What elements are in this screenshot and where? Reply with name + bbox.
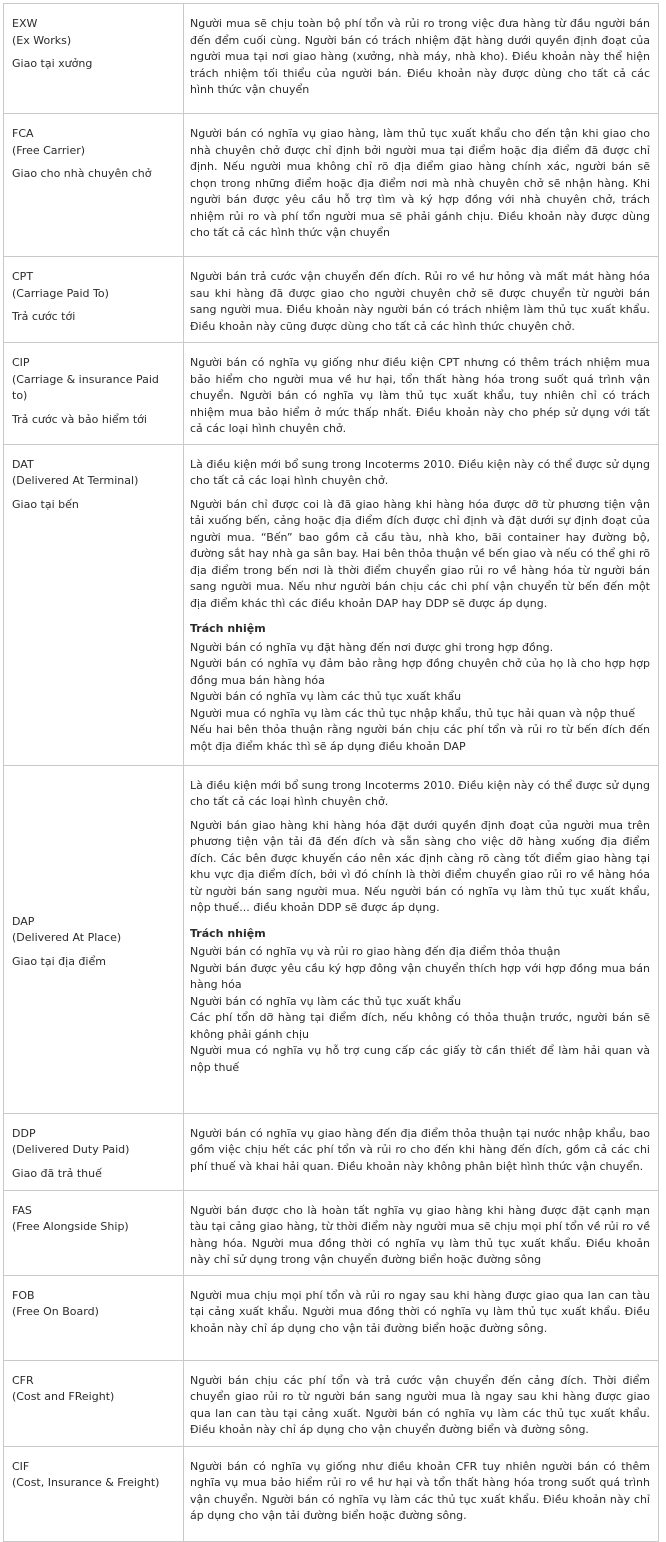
incoterm-row-cip [4, 343, 659, 445]
responsibility-item: Người bán có nghĩa vụ đảm bảo rằng hợp đồng chuyên chở của họ là cho hợp hợp đồng mua bán hàng hóa [190, 657, 650, 687]
term-cell [4, 114, 184, 257]
term-english-name: (Free On Board) [12, 1305, 99, 1318]
term-cell [4, 1190, 184, 1275]
responsibilities-heading: Trách nhiệm [190, 926, 266, 940]
term-english-name: (Cost, Insurance & Freight) [12, 1476, 160, 1489]
incoterm-row-ddp [4, 1113, 659, 1190]
incoterm-row-fca [4, 114, 659, 257]
description-paragraph: Là điều kiện mới bổ sung trong Incoterms 2010. Điều kiện này có thể được sử dụng cho tất cả các loại hình chuyên chở. [190, 778, 650, 808]
term-english-name: (Delivered Duty Paid) [12, 1143, 130, 1156]
term-english-name: (Carriage & insurance Paid to) [12, 372, 159, 402]
description-paragraph: Người bán có nghĩa vụ giống như điều kiện CPT nhưng có thêm trách nhiệm mua bảo hiểm cho người mua về hư hại, tổn thất hàng hóa trong suốt quá trình vận chuyển. Người bán có nghĩa vụ làm thủ tục xuất khẩu, tuy nhiên chỉ có trách nhiệm mua bảo hiểm ở mức thấp nhất. Điều khoản này cho phép sử dụng với tất cả các loại hình chuyên chở. [190, 356, 650, 435]
term-cell [4, 1275, 184, 1360]
incoterm-row-cfr [4, 1360, 659, 1446]
description-cell [184, 444, 659, 765]
description-cell [184, 343, 659, 445]
term-code: DDP [12, 1126, 36, 1140]
term-vietnamese-name: Giao tại địa điểm [12, 954, 106, 968]
term-vietnamese-name: Giao tại bến [12, 497, 79, 511]
term-code: CFR [12, 1373, 34, 1387]
term-english-name: (Free Alongside Ship) [12, 1220, 129, 1233]
description-cell [184, 765, 659, 1113]
description-cell [184, 1113, 659, 1190]
term-cell [4, 4, 184, 114]
term-code: DAP [12, 914, 35, 928]
incoterm-row-cif [4, 1446, 659, 1541]
term-cell [4, 1446, 184, 1541]
incoterm-row-dap [4, 765, 659, 1113]
term-code: CIF [12, 1459, 30, 1473]
description-paragraph: Người bán có nghĩa vụ giao hàng đến địa điểm thỏa thuận tại nước nhập khẩu, bao gồm việc chịu hết các phí tổn và rủi ro cho đến khi hàng đến đích, gồm cả các chi phí thuế và khai hải quan. Điều khoản này không phân biệt hình thức vận chuyển. [190, 1126, 650, 1173]
term-code: CIP [12, 356, 30, 369]
description-paragraph: Người bán chịu các phí tổn và trả cước vận chuyển đến cảng đích. Thời điểm chuyển giao rủi ro từ người bán sang người mua là ngay sau khi hàng được giao qua lan can tàu tại cảng xuất. Người bán có nghĩa vụ làm các thủ tục xuất khẩu. Điều khoản này chỉ áp dụng cho vận chuyển đường biển và đường sông. [190, 1373, 650, 1436]
responsibility-item: Các phí tổn dỡ hàng tại điểm đích, nếu không có thỏa thuận trước, người bán sẽ không phải gánh chịu [190, 1011, 650, 1041]
description-cell [184, 1360, 659, 1446]
responsibility-item: Người mua có nghĩa vụ làm các thủ tục nhập khẩu, thủ tục hải quan và nộp thuế [190, 706, 635, 720]
term-english-name: (Cost and FReight) [12, 1390, 115, 1403]
incoterm-row-exw [4, 4, 659, 114]
term-cell [4, 444, 184, 765]
term-cell [4, 1113, 184, 1190]
incoterm-row-fob [4, 1275, 659, 1360]
term-code: EXW [12, 17, 38, 30]
term-code: CPT [12, 270, 34, 283]
description-cell [184, 4, 659, 114]
term-vietnamese-name: Giao đã trả thuế [12, 1166, 102, 1180]
responsibility-item: Người bán có nghĩa vụ làm các thủ tục xuất khẩu [190, 994, 462, 1008]
term-vietnamese-name: Trả cước và bảo hiểm tới [12, 412, 147, 426]
description-paragraph: Người bán chỉ được coi là đã giao hàng khi hàng hóa được dỡ từ phương tiện vận tải xuống bến, cảng hoặc địa điểm đích được chỉ định và đặt dưới sự định đoạt của người mua. “Bến” bao gồm cả cầu tàu, nhà kho, bãi container hay đường bộ, đường sắt hay nhà ga sân bay. Hai bên thỏa thuận về bến giao và nếu có thể ghi rõ địa điểm trong bến nơi là thời điểm chuyển giao rủi ro về hàng hóa từ người bán sang người mua. Nếu như người bán chịu các chi phí vận chuyển từ bến đến một địa điểm khác thì các điều khoản DAP hay DDP sẽ được áp dụng. [190, 497, 650, 610]
description-paragraph: Người bán có nghĩa vụ giống như điều khoản CFR tuy nhiên người bán có thêm nghĩa vụ mua bảo hiểm rủi ro về hư hại và tổn thất hàng hóa trong suốt quá trình vận chuyển. Người bán có nghĩa vụ làm các thủ tục xuất khẩu. Điều khoản này chỉ áp dụng cho vận tải đường biển hoặc đường sông. [190, 1459, 650, 1522]
description-paragraph: Người bán được cho là hoàn tất nghĩa vụ giao hàng khi hàng được đặt cạnh mạn tàu tại cảng giao hàng, từ thời điểm này người mua sẽ chịu mọi phí tổn về rủi ro về hàng hóa. Người mua đồng thời có nghĩa vụ làm thủ tục xuất khẩu. Điều khoản này chỉ sử dụng trong vận chuyển đường biển hoặc đường sông [190, 1203, 650, 1266]
description-paragraph: Người mua chịu mọi phí tổn và rủi ro ngay sau khi hàng được giao qua lan can tàu tại cảng xuất khẩu. Người mua đồng thời có nghĩa vụ làm thủ tục xuất khẩu. Điều khoản này chỉ áp dụng cho vận tải đường biển hoặc đường sông. [190, 1288, 650, 1335]
term-english-name: (Carriage Paid To) [12, 286, 109, 300]
description-cell [184, 257, 659, 343]
description-paragraph: Người bán giao hàng khi hàng hóa đặt dưới quyền định đoạt của người mua trên phương tiện vận tải đã đến đích và sẵn sàng cho việc dỡ hàng xuống địa điểm đích. Các bên được khuyến cáo nên xác định càng rõ càng tốt điểm giao hàng tại khu vực địa điểm đích, bởi vì đó chính là thời điểm chuyển giao rủi ro về hàng hóa từ người bán sang người mua. Nếu người bán có nghĩa vụ làm thủ tục xuất khẩu, nộp thuế... điều khoản DDP sẽ được áp dụng. [190, 818, 650, 914]
description-cell [184, 114, 659, 257]
term-vietnamese-name: Giao tại xưởng [12, 57, 93, 70]
description-paragraph: Là điều kiện mới bổ sung trong Incoterms 2010. Điều kiện này có thể được sử dụng cho tất cả các loại hình chuyên chở. [190, 457, 650, 487]
term-cell [4, 257, 184, 343]
term-cell [4, 343, 184, 445]
term-english-name: (Ex Works) [12, 33, 72, 47]
responsibility-item: Nếu hai bên thỏa thuận rằng người bán chịu các phí tổn và rủi ro từ bến đích đến một địa điểm khác thì sẽ áp dụng điều khoản DAP [190, 723, 650, 753]
incoterms-table [3, 3, 659, 1542]
responsibility-item: Người bán có nghĩa vụ làm các thủ tục xuất khẩu [190, 690, 462, 703]
responsibility-item: Người bán có nghĩa vụ và rủi ro giao hàng đến địa điểm thỏa thuận [190, 945, 561, 958]
description-cell [184, 1190, 659, 1275]
term-code: FAS [12, 1203, 32, 1217]
description-cell [184, 1446, 659, 1541]
description-cell [184, 1275, 659, 1360]
responsibilities-heading: Trách nhiệm [190, 622, 266, 635]
responsibility-item: Người bán được yêu cầu ký hợp đông vận chuyển thích hợp với hợp đồng mua bán hàng hóa [190, 961, 650, 991]
incoterm-row-cpt [4, 257, 659, 343]
term-vietnamese-name: Giao cho nhà chuyên chở [12, 167, 152, 180]
term-english-name: (Delivered At Place) [12, 931, 122, 945]
description-paragraph: Người bán trả cước vận chuyển đến đích. Rủi ro về hư hỏng và mất mát hàng hóa sau khi hàng đã được giao cho người chuyên chở sẽ được chuyển từ người bán sang người mua. Điều khoản này người bán có trách nhiệm làm thủ tục xuất khẩu. Điều khoản này cũng được dùng cho tất cả các hình thức chuyên chở. [190, 270, 650, 333]
term-cell [4, 1360, 184, 1446]
responsibility-item: Người mua có nghĩa vụ hỗ trợ cung cấp các giấy tờ cần thiết để làm hải quan và nộp thuế [190, 1044, 650, 1074]
description-paragraph: Người bán có nghĩa vụ giao hàng, làm thủ tục xuất khẩu cho đến tận khi giao cho nhà chuyên chở được chỉ định bởi người mua tại điểm hoặc địa điểm đã được chỉ định. Nếu người mua không chỉ rõ địa điểm giao hàng chính xác, người bán sẽ chọn trong những điểm hoặc địa điểm nơi mà nhà chuyên chở sẽ nhận hàng. Khi người bán được yêu cầu hỗ trợ tìm và ký hợp đồng với nhà chuyên chở, trách nhiệm rủi ro và phí tổn người mua sẽ phải gánh chịu. Điều khoản này được dùng cho tất cả các hình thức vận chuyển [190, 127, 650, 239]
term-vietnamese-name: Trả cước tới [12, 310, 76, 323]
description-paragraph: Người mua sẽ chịu toàn bộ phí tổn và rủi ro trong việc đưa hàng từ đầu người bán đến đểm cuối cùng. Người bán có trách nhiệm đặt hàng dưới quyền định đoạt của người mua tại nơi giao hàng (xưởng, nhà máy, nhà kho). Điều khoản này thể hiện trách nhiệm tối thiểu của người bán. Điều khoản này được dùng cho tất cả các hình thức vận chuyển [190, 17, 650, 96]
incoterm-row-fas [4, 1190, 659, 1275]
term-code: FCA [12, 127, 34, 140]
term-code: FOB [12, 1288, 35, 1302]
term-cell [4, 765, 184, 1113]
term-english-name: (Free Carrier) [12, 143, 86, 157]
responsibility-item: Người bán có nghĩa vụ đặt hàng đến nơi được ghi trong hợp đồng. [190, 640, 554, 654]
incoterm-row-dat [4, 444, 659, 765]
term-english-name: (Delivered At Terminal) [12, 474, 139, 487]
term-code: DAT [12, 457, 34, 471]
